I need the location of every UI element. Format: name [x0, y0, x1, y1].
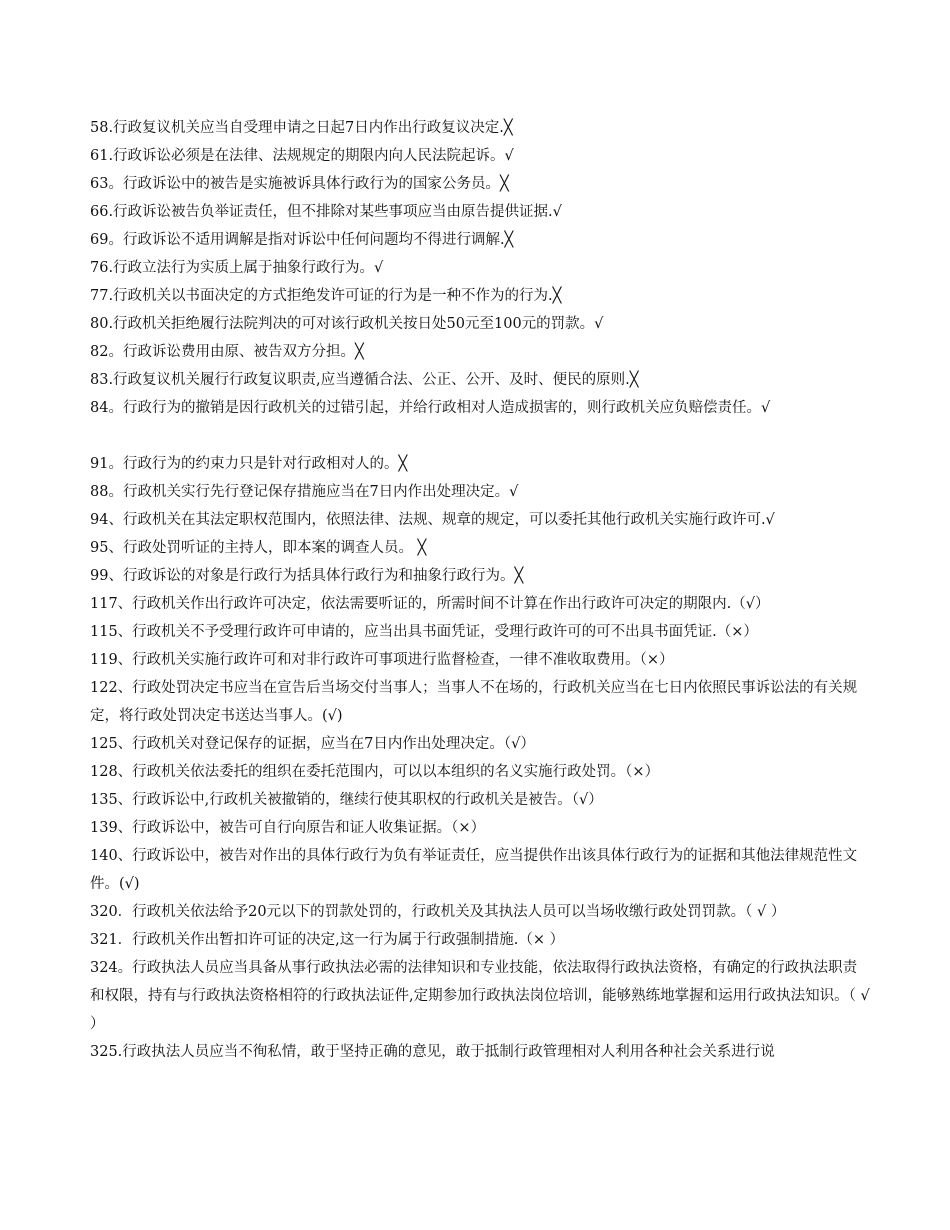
statement-item: 125、行政机关对登记保存的证据，应当在7日内作出处理决定。（√） [90, 736, 535, 752]
statement-item: 115、行政机关不予受理行政许可申请的，应当出具书面凭证，受理行政许可的可不出具书面凭证.（×） [90, 624, 758, 640]
statement-item: 80.行政机关拒绝履行法院判决的可对该行政机关按日处50元至100元的罚款。√ [90, 316, 604, 332]
blank-line [90, 422, 870, 450]
statement-item: 76.行政立法行为实质上属于抽象行政行为。√ [90, 260, 384, 276]
statement-item: 77.行政机关以书面决定的方式拒绝发许可证的行为是一种不作为的行为.╳ [90, 288, 562, 304]
document-body [90, 114, 870, 1066]
statement-item: 135、行政诉讼中,行政机关被撤销的，继续行使其职权的行政机关是被告。（√） [90, 792, 603, 808]
statement-item: 321．行政机关作出暂扣许可证的决定,这一行为属于行政强制措施.（× ） [90, 932, 565, 948]
statement-item: 83.行政复议机关履行行政复议职责,应当遵循合法、公正、公开、及时、便民的原则.╳ [90, 372, 639, 388]
statement-item: 140、行政诉讼中，被告对作出的具体行政行为负有举证责任，应当提供作出该具体行政行为的证据和其他法律规范性文件。(√) [90, 848, 858, 892]
statement-item: 94、行政机关在其法定职权范围内，依照法律、法规、规章的规定，可以委托其他行政机关实施行政许可.√ [90, 512, 775, 528]
statement-item: 58.行政复议机关应当自受理申请之日起7日内作出行政复议决定.╳ [90, 120, 513, 136]
statement-item: 324。行政执法人员应当具备从事行政执法必需的法律知识和专业技能，依法取得行政执法资格，有确定的行政执法职责和权限，持有与行政执法资格相符的行政执法证件,定期参加行政执法岗位培训，能够熟练地掌握和运用行政执法知识。（ √ ） [90, 960, 870, 1032]
statement-item: 91。行政行为的约束力只是针对行政相对人的。╳ [90, 456, 408, 472]
statement-item: 128、行政机关依法委托的组织在委托范围内，可以以本组织的名义实施行政处罚。（×） [90, 764, 660, 780]
statement-item: 119、行政机关实施行政许可和对非行政许可事项进行监督检查，一律不准收取费用。（×） [90, 652, 674, 668]
statement-item: 325.行政执法人员应当不徇私情，敢于坚持正确的意见，敢于抵制行政管理相对人利用各种社会关系进行说 [90, 1044, 775, 1060]
statement-item: 63。行政诉讼中的被告是实施被诉具体行政行为的国家公务员。╳ [90, 176, 509, 192]
statement-item: 95、行政处罚听证的主持人，即本案的调查人员。 ╳ [90, 540, 427, 556]
statement-item: 139、行政诉讼中，被告可自行向原告和证人收集证据。（×） [90, 820, 486, 836]
statement-item: 122、行政处罚决定书应当在宣告后当场交付当事人；当事人不在场的，行政机关应当在七日内依照民事诉讼法的有关规定，将行政处罚决定书送达当事人。(√) [90, 680, 858, 724]
statement-item: 99、行政诉讼的对象是行政行为括具体行政行为和抽象行政行为。╳ [90, 568, 524, 584]
statement-item: 66.行政诉讼被告负举证责任，但不排除对某些事项应当由原告提供证据.√ [90, 204, 562, 220]
statement-item: 88。行政机关实行先行登记保存措施应当在7日内作出处理决定。√ [90, 484, 519, 500]
statement-item: 84。行政行为的撤销是因行政机关的过错引起，并给行政相对人造成损害的，则行政机关应负赔偿责任。√ [90, 400, 771, 416]
statement-item: 69。行政诉讼不适用调解是指对诉讼中任何问题均不得进行调解.╳ [90, 232, 514, 248]
statement-item: 117、行政机关作出行政许可决定，依法需要听证的，所需时间不计算在作出行政许可决定的期限内.（√） [90, 596, 770, 612]
statement-item: 320．行政机关依法给予20元以下的罚款处罚的，行政机关及其执法人员可以当场收缴行政处罚罚款。（ √ ） [90, 904, 786, 920]
statement-item: 82。行政诉讼费用由原、被告双方分担。╳ [90, 344, 364, 360]
statement-item: 61.行政诉讼必须是在法律、法规规定的期限内向人民法院起诉。√ [90, 148, 514, 164]
